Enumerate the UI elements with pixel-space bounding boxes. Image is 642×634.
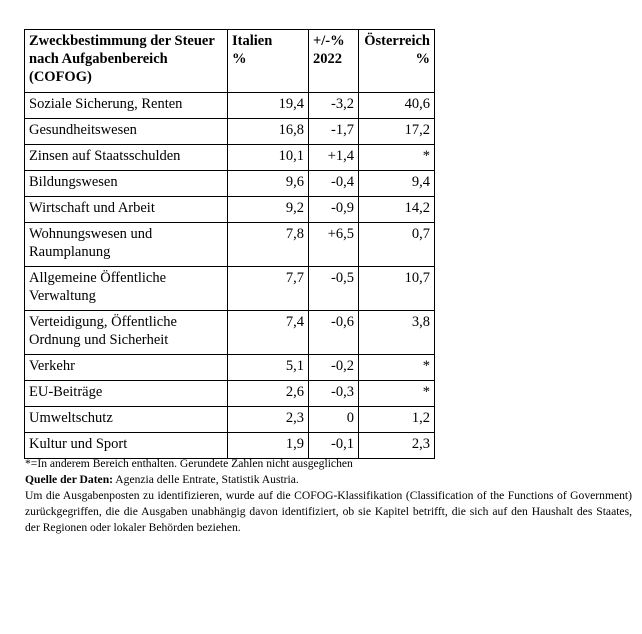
table-row [25, 145, 435, 171]
header-austria [359, 30, 435, 93]
row-category: Soziale Sicherung, Renten [25, 93, 228, 119]
row-italy: 7,8 [228, 223, 309, 267]
row-italy: 2,3 [228, 407, 309, 433]
row-austria: * [359, 381, 435, 407]
row-italy: 9,6 [228, 171, 309, 197]
header-austria-unit: % [415, 51, 430, 67]
table-row [25, 355, 435, 381]
row-change: -0,2 [309, 355, 359, 381]
row-austria: 40,6 [359, 93, 435, 119]
row-austria: 14,2 [359, 197, 435, 223]
footnote: *=In anderem Bereich enthalten. Gerundete Zahlen nicht ausgeglichen [25, 457, 353, 470]
row-category: Kultur und Sport [25, 433, 228, 459]
table-row [25, 119, 435, 145]
header-austria-label: Österreich [364, 33, 430, 49]
row-category: Wirtschaft und Arbeit [25, 197, 228, 223]
row-change: -1,7 [309, 119, 359, 145]
row-italy: 9,2 [228, 197, 309, 223]
row-change: -0,9 [309, 197, 359, 223]
row-change: -0,4 [309, 171, 359, 197]
row-italy: 5,1 [228, 355, 309, 381]
row-category: Allgemeine Öffentliche Verwaltung [25, 267, 228, 311]
row-change: +1,4 [309, 145, 359, 171]
header-change [309, 30, 359, 93]
row-italy: 2,6 [228, 381, 309, 407]
row-italy: 7,4 [228, 311, 309, 355]
row-change: +6,5 [309, 223, 359, 267]
header-category: Zweckbestimmung der Steuer nach Aufgabenbereich (COFOG) [25, 30, 228, 93]
row-category: Umweltschutz [25, 407, 228, 433]
row-change: -0,6 [309, 311, 359, 355]
row-austria: 17,2 [359, 119, 435, 145]
row-category: Bildungswesen [25, 171, 228, 197]
table-row [25, 407, 435, 433]
header-change-year: 2022 [313, 51, 342, 67]
table-row [25, 93, 435, 119]
row-category: Wohnungswesen und Raumplanung [25, 223, 228, 267]
explanation-text: Um die Ausgabenposten zu identifizieren, wurde auf die COFOG-Klassifikation (Classification of the Functions of Government) zurückgegriffen, die die Ausgaben unabhängig davon identifiziert, ob sie Kapitel betrifft, die sich auf den Haushalt des Staates, der Regionen oder lokaler Behörden beziehen. [25, 489, 632, 534]
row-italy: 10,1 [228, 145, 309, 171]
table-row [25, 171, 435, 197]
source-text: Agenzia delle Entrate, Statistik Austria. [115, 473, 299, 486]
header-italy-unit: % [232, 51, 247, 67]
row-austria: * [359, 145, 435, 171]
row-austria: 9,4 [359, 171, 435, 197]
table-notes [25, 456, 632, 536]
table-row [25, 311, 435, 355]
row-change: 0 [309, 407, 359, 433]
source-line [25, 472, 632, 488]
table-header-row [25, 30, 435, 93]
row-category: Zinsen auf Staatsschulden [25, 145, 228, 171]
table-row [25, 381, 435, 407]
table-row [25, 223, 435, 267]
row-category: Gesundheitswesen [25, 119, 228, 145]
row-italy: 7,7 [228, 267, 309, 311]
row-italy: 1,9 [228, 433, 309, 459]
table-row [25, 197, 435, 223]
row-austria: 1,2 [359, 407, 435, 433]
row-austria: * [359, 355, 435, 381]
row-italy: 19,4 [228, 93, 309, 119]
table-row [25, 267, 435, 311]
source-label: Quelle der Daten: [25, 473, 114, 486]
header-italy-label: Italien [232, 33, 273, 49]
cofog-table [24, 29, 435, 459]
row-change: -0,5 [309, 267, 359, 311]
row-austria: 3,8 [359, 311, 435, 355]
row-austria: 10,7 [359, 267, 435, 311]
row-category: Verteidigung, Öffentliche Ordnung und Sicherheit [25, 311, 228, 355]
row-change: -0,3 [309, 381, 359, 407]
row-change: -0,1 [309, 433, 359, 459]
row-category: Verkehr [25, 355, 228, 381]
header-italy [228, 30, 309, 93]
row-category: EU-Beiträge [25, 381, 228, 407]
row-austria: 2,3 [359, 433, 435, 459]
row-austria: 0,7 [359, 223, 435, 267]
header-change-label: +/-% [313, 33, 345, 49]
table-row [25, 433, 435, 459]
row-italy: 16,8 [228, 119, 309, 145]
row-change: -3,2 [309, 93, 359, 119]
